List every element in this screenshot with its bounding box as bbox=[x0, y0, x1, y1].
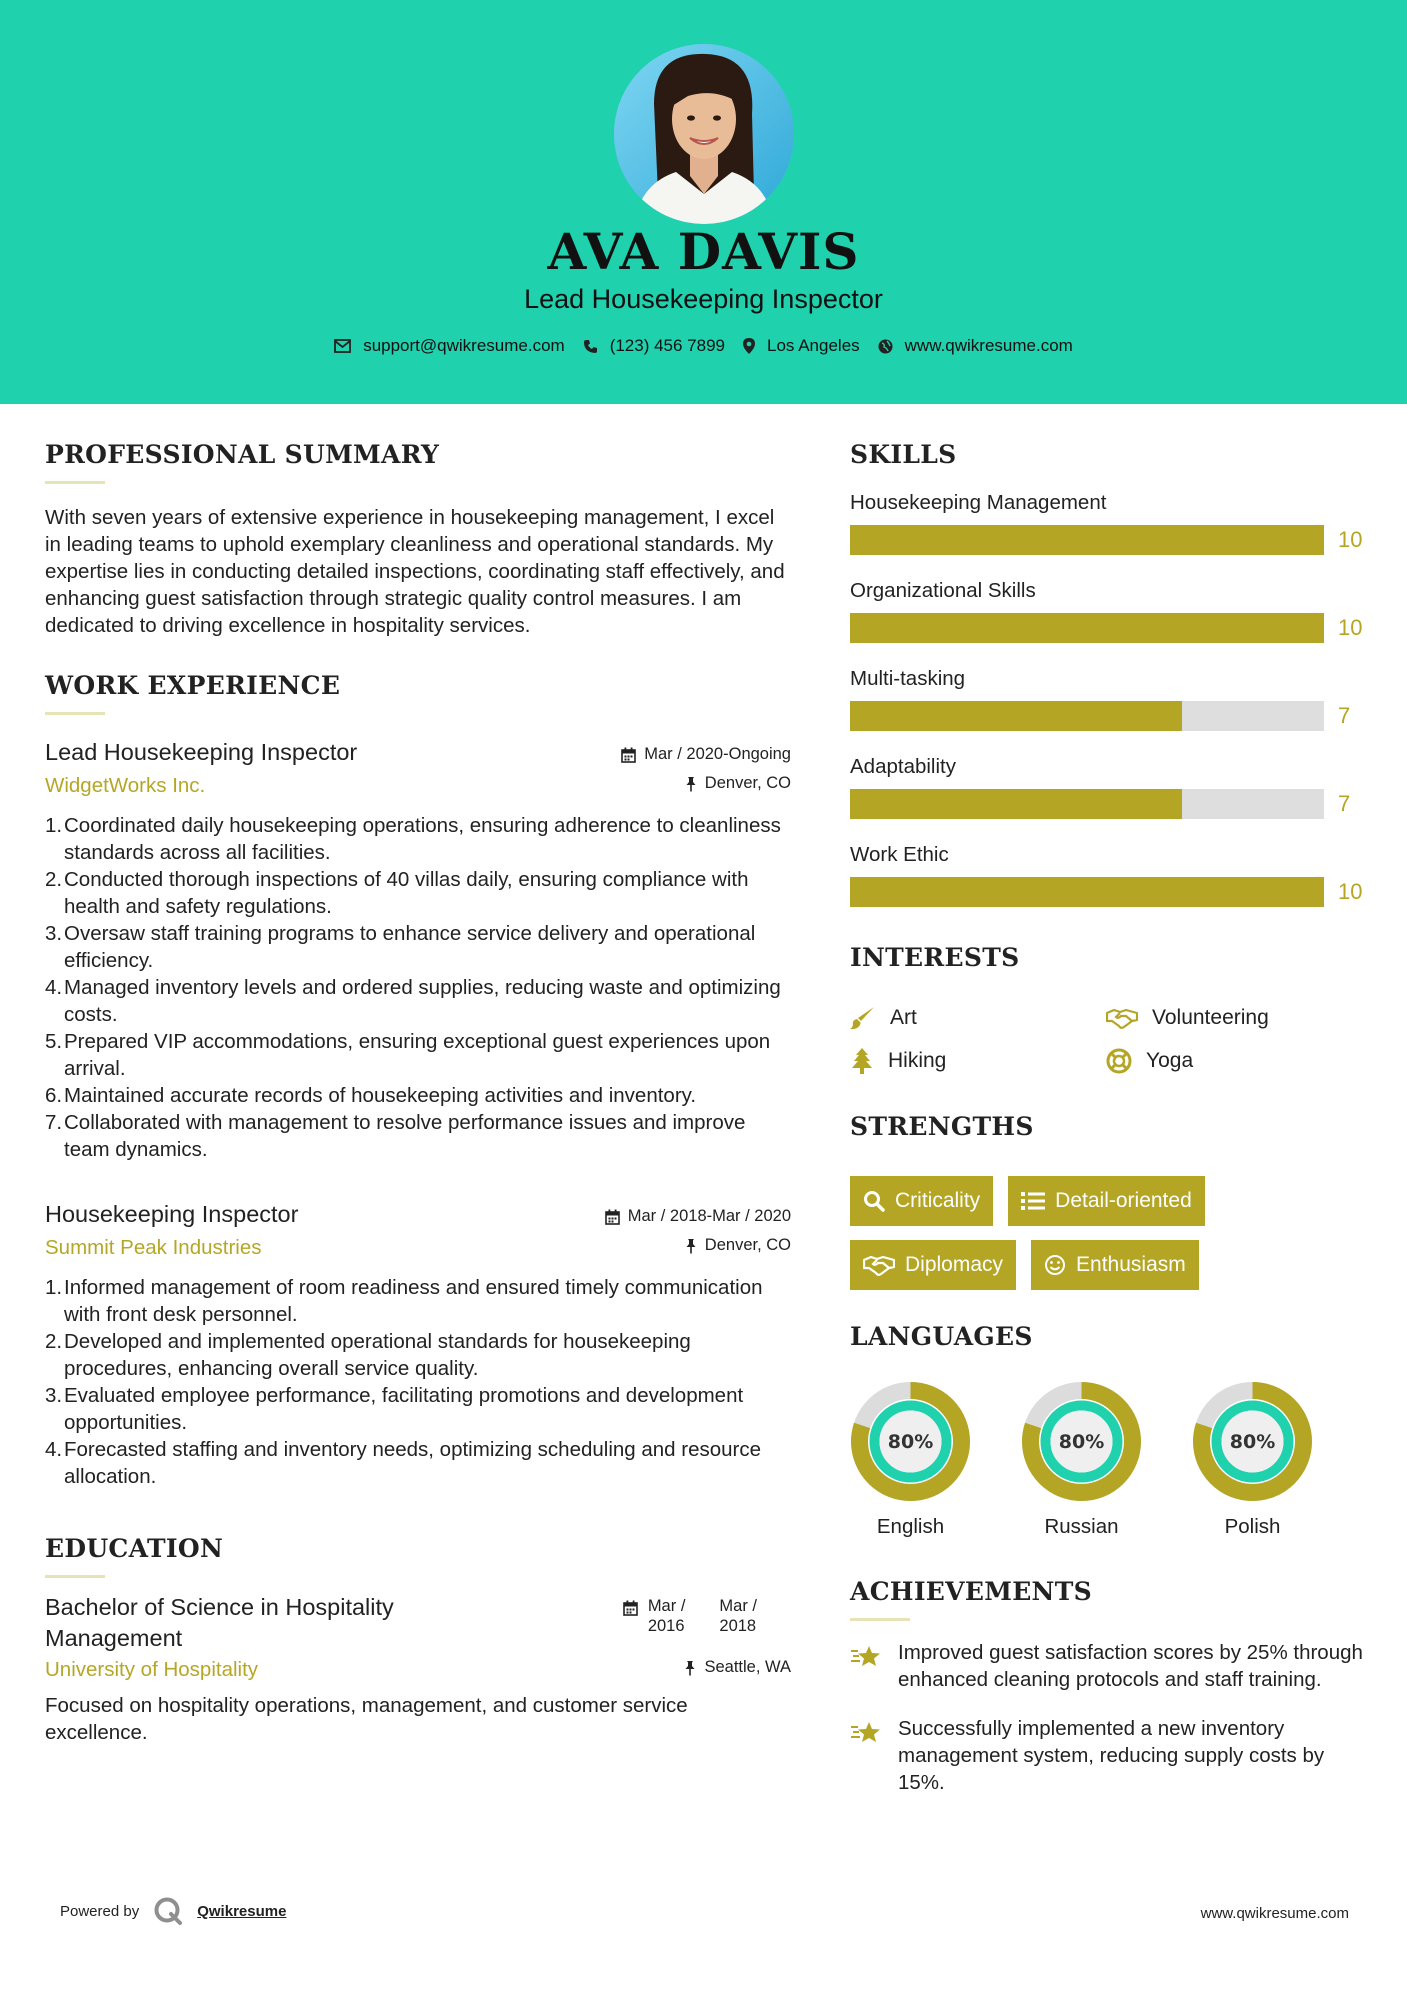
education-heading: EDUCATION bbox=[45, 1534, 224, 1563]
list-number: 2. bbox=[45, 868, 63, 891]
skill-bar-track bbox=[850, 877, 1324, 907]
list-number: 1. bbox=[45, 814, 63, 837]
paintbrush-icon bbox=[850, 1006, 876, 1030]
strengths-heading: STRENGTHS bbox=[850, 1112, 1034, 1141]
date-part: Mar / bbox=[647, 1597, 686, 1615]
person-photo-icon bbox=[614, 44, 794, 224]
skill-value: 10 bbox=[1338, 879, 1363, 904]
skill-name: Adaptability bbox=[850, 755, 956, 778]
brand-link[interactable]: Qwikresume bbox=[197, 1902, 287, 1920]
language-percent: 80% bbox=[1058, 1431, 1105, 1453]
language-name: Russian bbox=[1044, 1515, 1119, 1538]
bullet-text: Collaborated with management to resolve performance issues and improve team dynamics. bbox=[64, 1111, 746, 1161]
interest-item bbox=[850, 1006, 1106, 1030]
strength-tags bbox=[850, 1176, 1300, 1290]
location-text: Los Angeles bbox=[767, 336, 860, 355]
list-item bbox=[45, 974, 791, 1028]
skill-row bbox=[850, 701, 1370, 731]
section-rule bbox=[45, 481, 105, 484]
skill-row bbox=[850, 877, 1370, 907]
interest-label: Volunteering bbox=[1152, 1006, 1269, 1029]
right-column bbox=[850, 440, 1370, 1796]
language-name: English bbox=[876, 1515, 945, 1538]
education-school: University of Hospitality bbox=[45, 1658, 259, 1681]
skill-value: 10 bbox=[1338, 527, 1363, 552]
bullet-text: Evaluated employee performance, facilitating promotions and development opportunities. bbox=[64, 1384, 744, 1434]
achievement-item bbox=[850, 1715, 1370, 1796]
envelope-icon bbox=[334, 339, 351, 353]
list-number: 4. bbox=[45, 1438, 63, 1461]
skill-name: Housekeeping Management bbox=[850, 491, 1107, 514]
interest-label: Art bbox=[890, 1006, 917, 1029]
dates-text: Mar / 2018-Mar / 2020 bbox=[627, 1207, 791, 1225]
strength-label: Diplomacy bbox=[905, 1253, 1004, 1276]
skill-name: Organizational Skills bbox=[850, 579, 1036, 602]
skill-bar-fill bbox=[850, 789, 1182, 819]
pushpin-icon bbox=[685, 776, 697, 792]
achievement-item bbox=[850, 1639, 1370, 1693]
phone-icon bbox=[583, 339, 598, 354]
job-head bbox=[45, 739, 791, 766]
smile-icon bbox=[1044, 1254, 1066, 1276]
bullet-text: Oversaw staff training programs to enhance service delivery and operational efficiency. bbox=[64, 922, 756, 972]
interests-heading: INTERESTS bbox=[850, 943, 1020, 972]
section-rule bbox=[45, 712, 105, 715]
skill-value: 7 bbox=[1338, 703, 1351, 728]
language-donut bbox=[1192, 1381, 1313, 1502]
summary-text: With seven years of extensive experience in housekeeping management, I excel in leading teams to uphold exemplary cleanliness and operational standards. My expertise lies in conducting detailed inspections, coordinating staff effectively, and enhancing guest satisfaction through strategic quality control measures. I am dedicated to driving excellence in hospitality services. bbox=[45, 506, 785, 637]
summary-heading: PROFESSIONAL SUMMARY bbox=[45, 440, 440, 469]
list-number: 1. bbox=[45, 1276, 63, 1299]
job-company: WidgetWorks Inc. bbox=[45, 774, 206, 797]
education-degree bbox=[45, 1592, 394, 1654]
list-item bbox=[45, 1274, 791, 1328]
date-part: 2018 bbox=[719, 1617, 757, 1635]
date-part: 2016 bbox=[647, 1617, 685, 1635]
location-text: Denver, CO bbox=[704, 1236, 791, 1254]
footer-website[interactable]: www.qwikresume.com bbox=[1200, 1905, 1349, 1922]
tree-icon bbox=[850, 1048, 874, 1074]
list-number: 3. bbox=[45, 1384, 63, 1407]
skill-row bbox=[850, 789, 1370, 819]
skill-item bbox=[850, 667, 1370, 731]
skill-name: Multi-tasking bbox=[850, 667, 966, 690]
bullet-text: Prepared VIP accommodations, ensuring exceptional guest experiences upon arrival. bbox=[64, 1030, 771, 1080]
skill-bar-fill bbox=[850, 701, 1182, 731]
map-marker-icon bbox=[743, 338, 755, 354]
bullet-text: Forecasted staffing and inventory needs, optimizing scheduling and resource allocation. bbox=[64, 1438, 762, 1488]
footer-powered bbox=[60, 1896, 286, 1926]
job-role: Lead Housekeeping Inspector bbox=[45, 739, 358, 765]
strength-tag bbox=[1008, 1176, 1205, 1226]
section-rule bbox=[850, 1618, 910, 1621]
calendar-icon bbox=[621, 747, 636, 763]
language-name: Polish bbox=[1224, 1515, 1281, 1538]
achievement-text: Improved guest satisfaction scores by 25% through enhanced cleaning protocols and staff training. bbox=[898, 1641, 1363, 1691]
job-subhead bbox=[45, 774, 791, 798]
skill-item bbox=[850, 491, 1370, 555]
list-number: 4. bbox=[45, 976, 63, 999]
job-subhead bbox=[45, 1236, 791, 1260]
language-item bbox=[1192, 1381, 1313, 1539]
language-percent: 80% bbox=[1229, 1431, 1276, 1453]
calendar-icon bbox=[623, 1600, 638, 1616]
list-item bbox=[45, 1328, 791, 1382]
interest-item bbox=[1106, 1048, 1362, 1074]
pushpin-icon bbox=[685, 1238, 697, 1254]
skill-bar-fill bbox=[850, 525, 1324, 555]
education-text: Focused on hospitality operations, management, and customer service excellence. bbox=[45, 1694, 688, 1744]
bullet-text: Conducted thorough inspections of 40 villas daily, ensuring compliance with health and safety regulations. bbox=[64, 868, 749, 918]
skill-row bbox=[850, 525, 1370, 555]
language-item bbox=[1021, 1381, 1142, 1539]
interest-label: Yoga bbox=[1146, 1049, 1194, 1072]
language-donut bbox=[850, 1381, 971, 1502]
bullet-text: Managed inventory levels and ordered supplies, reducing waste and optimizing costs. bbox=[64, 976, 781, 1026]
qwikresume-logo-icon bbox=[153, 1896, 183, 1926]
contact-location bbox=[743, 336, 860, 356]
skills-section bbox=[850, 440, 1370, 907]
education-section bbox=[45, 1534, 791, 1746]
candidate-name: AVA DAVIS bbox=[547, 222, 860, 281]
dates-text: Mar / 2020-Ongoing bbox=[644, 745, 791, 763]
handshake-icon bbox=[863, 1254, 895, 1276]
job-location bbox=[685, 1236, 791, 1255]
job-company: Summit Peak Industries bbox=[45, 1236, 262, 1259]
skill-item bbox=[850, 843, 1370, 907]
education-dates bbox=[623, 1596, 757, 1636]
strength-label: Criticality bbox=[895, 1189, 981, 1212]
languages-heading: LANGUAGES bbox=[850, 1322, 1033, 1351]
calendar-icon bbox=[605, 1209, 620, 1225]
skill-row bbox=[850, 613, 1370, 643]
list-item bbox=[45, 1436, 791, 1490]
achievement-text: Successfully implemented a new inventory management system, reducing supply costs by 15%. bbox=[898, 1717, 1325, 1794]
language-percent: 80% bbox=[887, 1431, 934, 1453]
skill-value: 10 bbox=[1338, 615, 1363, 640]
bullet-text: Coordinated daily housekeeping operations, ensuring adherence to cleanliness standards across all facilities. bbox=[64, 814, 781, 864]
list-item bbox=[45, 920, 791, 974]
job-dates bbox=[621, 745, 791, 764]
interest-item bbox=[1106, 1006, 1362, 1030]
skill-bar-fill bbox=[850, 613, 1324, 643]
interests-section bbox=[850, 943, 1370, 1074]
skill-bar-track bbox=[850, 613, 1324, 643]
list-number: 6. bbox=[45, 1084, 63, 1107]
email-text: support@qwikresume.com bbox=[363, 336, 565, 355]
experience-heading: WORK EXPERIENCE bbox=[45, 671, 341, 700]
skill-name: Work Ethic bbox=[850, 843, 949, 866]
language-list bbox=[850, 1381, 1370, 1539]
star-icon bbox=[850, 1719, 882, 1747]
left-column bbox=[45, 440, 791, 1746]
contact-row bbox=[0, 336, 1407, 356]
lifebuoy-icon bbox=[1106, 1048, 1132, 1074]
job-dates bbox=[605, 1207, 791, 1226]
experience-section bbox=[45, 671, 791, 1490]
list-item bbox=[45, 1109, 791, 1163]
list-icon bbox=[1021, 1191, 1045, 1211]
phone-text: (123) 456 7899 bbox=[609, 336, 726, 355]
list-item bbox=[45, 812, 791, 866]
job-bullets bbox=[45, 1274, 791, 1490]
skill-item bbox=[850, 579, 1370, 643]
education-start bbox=[648, 1596, 686, 1636]
location-text: Seattle, WA bbox=[704, 1658, 791, 1676]
job-head bbox=[45, 1201, 791, 1228]
education-end bbox=[719, 1596, 757, 1636]
language-donut bbox=[1021, 1381, 1142, 1502]
resume-header bbox=[0, 0, 1407, 404]
list-item bbox=[45, 1382, 791, 1436]
skill-item bbox=[850, 755, 1370, 819]
strength-tag bbox=[850, 1240, 1016, 1290]
candidate-title: Lead Housekeeping Inspector bbox=[524, 284, 883, 314]
education-head bbox=[45, 1592, 791, 1654]
languages-section bbox=[850, 1322, 1370, 1539]
bullet-text: Maintained accurate records of housekeeping activities and inventory. bbox=[64, 1084, 697, 1107]
location-text: Denver, CO bbox=[704, 774, 791, 792]
section-rule bbox=[45, 1575, 105, 1578]
skill-bar-fill bbox=[850, 877, 1324, 907]
list-number: 7. bbox=[45, 1111, 63, 1134]
interests-grid bbox=[850, 1006, 1370, 1074]
degree-line: Bachelor of Science in Hospitality bbox=[45, 1594, 394, 1620]
interest-label: Hiking bbox=[888, 1049, 947, 1072]
education-subhead bbox=[45, 1658, 791, 1682]
skill-bar-track bbox=[850, 701, 1324, 731]
contact-email[interactable] bbox=[334, 336, 565, 356]
skill-bar-track bbox=[850, 525, 1324, 555]
job-entry bbox=[45, 1201, 791, 1490]
handshake-icon bbox=[1106, 1007, 1138, 1029]
strength-tag bbox=[850, 1176, 993, 1226]
degree-line: Management bbox=[45, 1625, 183, 1651]
globe-icon bbox=[878, 339, 893, 354]
list-number: 3. bbox=[45, 922, 63, 945]
date-part: Mar / bbox=[719, 1597, 757, 1615]
achievements-heading: ACHIEVEMENTS bbox=[850, 1577, 1092, 1606]
website-text: www.qwikresume.com bbox=[904, 336, 1073, 355]
achievements-section bbox=[850, 1577, 1370, 1796]
search-icon bbox=[863, 1190, 885, 1212]
star-icon bbox=[850, 1643, 882, 1671]
list-item bbox=[45, 1082, 791, 1109]
list-number: 5. bbox=[45, 1030, 63, 1053]
summary-section bbox=[45, 440, 791, 639]
job-entry bbox=[45, 739, 791, 1163]
list-item bbox=[45, 866, 791, 920]
job-location bbox=[685, 774, 791, 793]
profile-photo bbox=[614, 44, 794, 224]
strength-tag bbox=[1031, 1240, 1199, 1290]
job-bullets bbox=[45, 812, 791, 1163]
contact-phone[interactable] bbox=[583, 336, 725, 356]
skills-heading: SKILLS bbox=[850, 440, 957, 469]
strength-label: Detail-oriented bbox=[1055, 1189, 1192, 1212]
contact-website[interactable] bbox=[878, 336, 1073, 356]
strengths-section bbox=[850, 1112, 1370, 1290]
interest-item bbox=[850, 1048, 1106, 1074]
language-item bbox=[850, 1381, 971, 1539]
bullet-text: Informed management of room readiness and ensured timely communication with front desk personnel. bbox=[64, 1276, 763, 1326]
skill-bar-track bbox=[850, 789, 1324, 819]
job-role: Housekeeping Inspector bbox=[45, 1201, 299, 1227]
pushpin-icon bbox=[684, 1660, 696, 1676]
list-number: 2. bbox=[45, 1330, 63, 1353]
powered-by-text: Powered by bbox=[60, 1902, 140, 1920]
strength-label: Enthusiasm bbox=[1076, 1253, 1186, 1276]
education-location bbox=[684, 1658, 791, 1677]
bullet-text: Developed and implemented operational standards for housekeeping procedures, enhancing overall service quality. bbox=[64, 1330, 691, 1380]
skill-value: 7 bbox=[1338, 791, 1351, 816]
list-item bbox=[45, 1028, 791, 1082]
